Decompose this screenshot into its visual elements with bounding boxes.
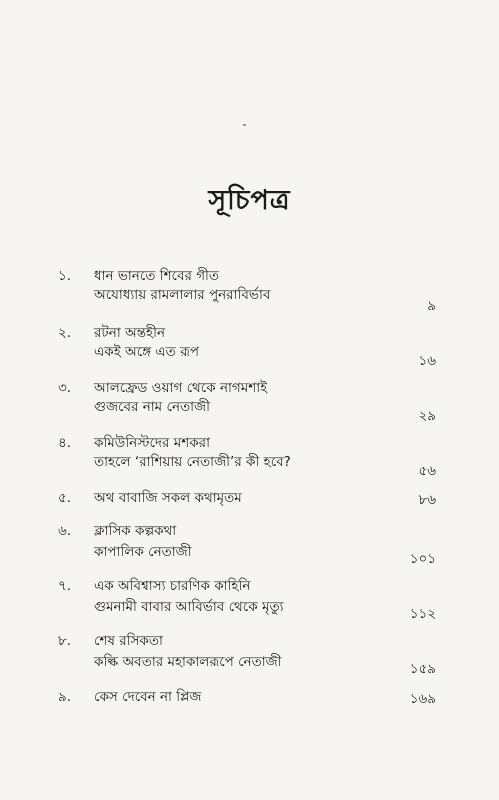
entry-subtitle: কল্কি অবতার মহাকালরূপে নেতাজী [94,654,282,670]
entry-number: ৯. [58,689,72,705]
entry-title: ধান ভানতে শিবের গীত [94,268,220,284]
entry-title: অথ বাবাজি সকল কথামৃতম [94,490,242,506]
entry-title: কেস দেবেন না প্লিজ [94,689,202,705]
entry-page-number: ৮৬ [418,492,436,508]
entry-title: শেষ রসিকতা [94,633,163,649]
entry-number: ৫. [58,490,72,506]
entry-title: কমিউনিস্টদের মশকরা [94,435,210,451]
entry-number: ৩. [58,380,72,396]
entry-number: ১. [58,268,72,284]
entry-page-number: ২৯ [418,408,436,424]
entry-page-number: ১৫৯ [409,661,436,677]
entry-title: রটনা অন্তহীন [94,325,166,341]
entry-page-number: ১৬৯ [409,691,436,707]
entry-subtitle: গুমনামী বাবার আবির্ভাব থেকে মৃত্যু [94,599,284,615]
entry-page-number: ৫৬ [418,463,436,479]
entry-subtitle: কাপালিক নেতাজী [94,544,192,560]
entry-number: ৭. [58,578,72,594]
entry-page-number: ১০১ [409,551,436,567]
entry-title: আলফ্রেড ওয়াগ থেকে নাগমশাই [94,380,268,396]
entry-number: ৪. [58,435,72,451]
entry-number: ৮. [58,633,72,649]
entry-title: ক্লাসিক কল্পকথা [94,523,177,539]
entry-subtitle: গুজবের নাম নেতাজী [94,399,210,415]
entry-number: ৬. [58,523,72,539]
entry-page-number: ১১২ [409,606,436,622]
page-title: সূচিপত্র [208,185,291,216]
entry-title: এক অবিশ্বাস্য চারণিক কাহিনি [94,578,251,594]
entry-number: ২. [58,325,72,341]
entry-subtitle: তাহলে ‘রাশিয়ায় নেতাজী’র কী হবে? [94,454,291,470]
entry-page-number: ৯ [427,298,436,314]
entry-page-number: ১৬ [418,353,436,369]
speck-mark [243,124,246,126]
entry-subtitle: অযোধ্যায় রামলালার পুনরাবির্ভাব [94,287,271,303]
entry-subtitle: একই অঙ্গে এত রূপ [94,344,200,360]
